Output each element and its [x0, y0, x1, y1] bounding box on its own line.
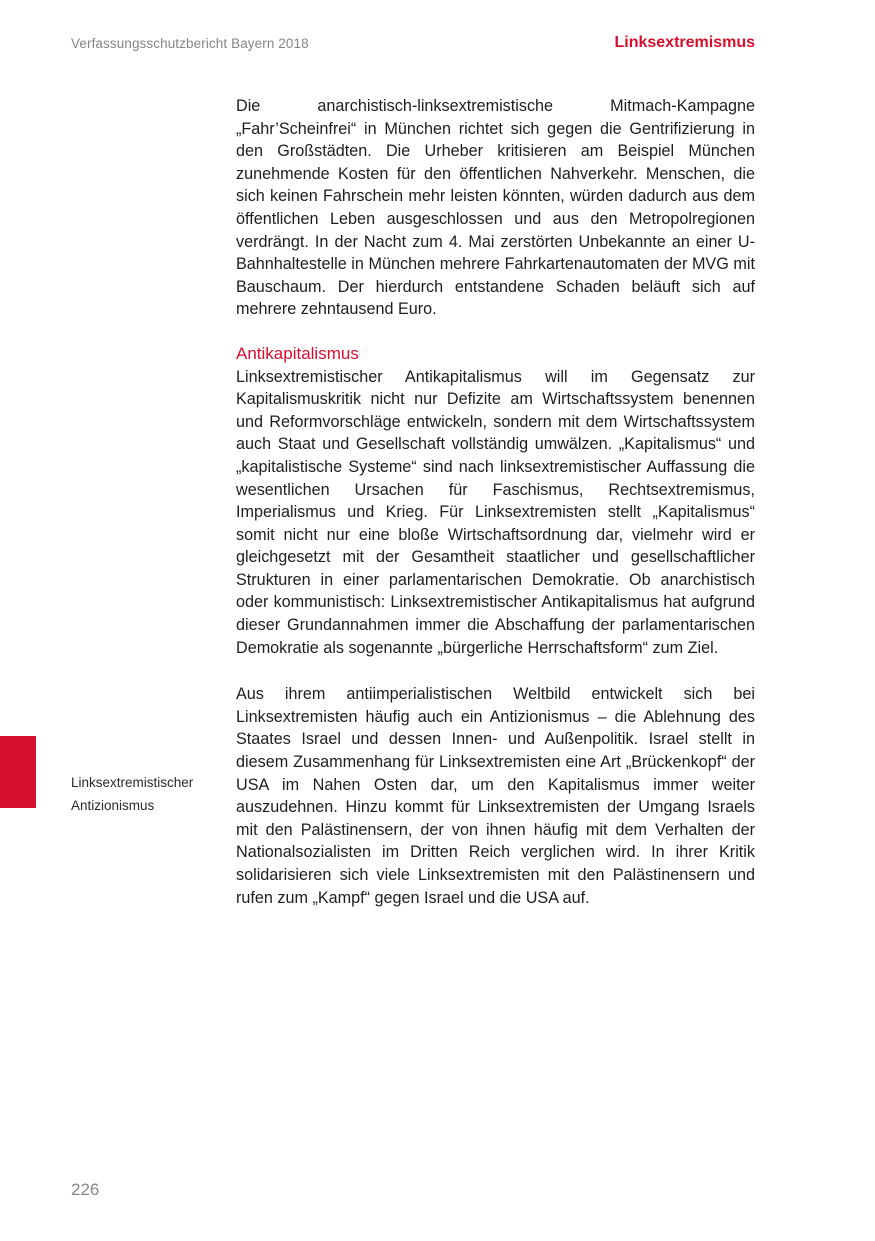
running-header-chapter: Linksextremismus	[614, 34, 755, 51]
margin-note-line-1: Linksextremistischer	[71, 775, 194, 790]
margin-note	[71, 772, 221, 817]
running-header-publication: Verfassungsschutzbericht Bayern 2018	[71, 36, 309, 51]
body-paragraph-3: Aus ihrem antiimperialistischen Weltbild entwickelt sich bei Linksextremisten häufig auch ein Antizionismus – die Ablehnung des Staates Israel und dessen Innen- und Außenpolitik. Israel stellt in diesem Zusammenhang für Linksextremisten eine Art „Brückenkopf“ der USA im Nahen Osten dar, um den Kapitalismus immer weiter auszudehnen. Hinzu kommt für Linksextremisten der Umgang Israels mit den Palästinensern, der von ihnen häufig mit dem Verhalten der Nationalsozialisten im Dritten Reich verglichen wird. In ihrer Kritik solidarisieren sich viele Linksextremisten mit den Palästinensern und rufen zum „Kampf“ gegen Israel und die USA auf.	[236, 685, 755, 907]
section-heading: Antikapitalismus	[236, 343, 359, 363]
margin-note-line-2: Antizionismus	[71, 797, 155, 813]
body-paragraph-1: Die anarchistisch-linksextremistische Mitmach-Kampagne „Fahr’Scheinfrei“ in München richtet sich gegen die Gentrifizierung in den Großstädten. Die Urheber kritisieren am Beispiel München zunehmende Kosten für den öffentlichen Nahverkehr. Menschen, die sich keinen Fahrschein mehr leisten könnten, würden dadurch aus dem öffentlichen Leben ausgeschlossen und aus den Metropolregionen verdrängt. In der Nacht zum 4. Mai zerstörten Unbekannte an einer U-Bahnhaltestelle in München mehrere Fahrkartenautomaten der MVG mit Bauschaum. Der hierdurch entstandene Schaden beläuft sich auf mehrere zehntausend Euro.	[236, 97, 755, 319]
chapter-tab-marker	[0, 736, 36, 808]
body-paragraph-2: Linksextremistischer Antikapitalismus will im Gegensatz zur Kapitalismuskritik nicht nur Defizite am Wirtschaftssystem benennen und Reformvorschläge entwickeln, sondern mit dem Wirtschaftssystem auch Staat und Gesellschaft vollständig umwälzen. „Kapitalismus“ und „kapitalistische Systeme“ sind nach linksextremistischer Auffassung die wesentlichen Ursachen für Faschismus, Rechtsextremismus, Imperialismus und Krieg. Für Linksextremisten stellt „Kapitalismus“ somit nicht nur eine bloße Wirtschaftsordnung dar, vielmehr wird er gleichgesetzt mit der Gesamtheit staatlicher und gesellschaftlicher Strukturen in einer parlamentarischen Demokratie. Ob anarchistisch oder kommunistisch: Linksextremistischer Antikapitalismus hat aufgrund dieser Grundannahmen immer die Abschaffung der parlamentarischen Demokratie als sogenannte „bürgerliche Herrschaftsform“ zum Ziel.	[236, 367, 755, 657]
main-text-column	[236, 95, 755, 909]
page-number: 226	[71, 1180, 100, 1199]
